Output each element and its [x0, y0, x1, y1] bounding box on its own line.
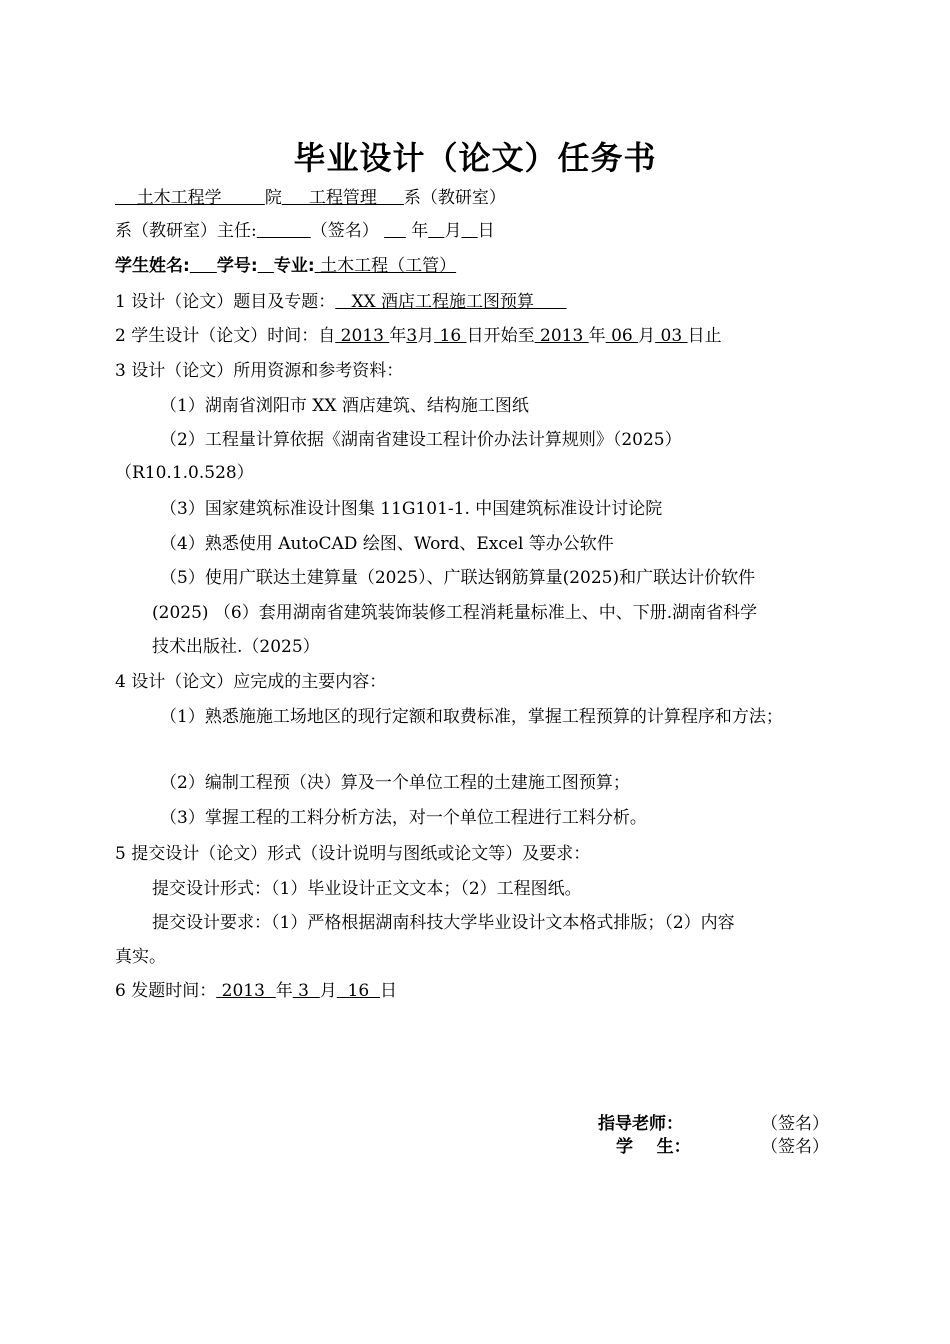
major-field: 土木工程（工管） — [314, 256, 457, 276]
reference-item: （5）使用广联达土建算量（2025）、广联达钢筋算量(2025)和广联达计价软件 — [160, 568, 756, 588]
end-year-char: 年 — [588, 326, 606, 346]
college-suffix: 院 — [264, 188, 282, 208]
content-item: （2）编制工程预（决）算及一个单位工程的土建施工图预算； — [160, 773, 630, 793]
section-1-label: 1 设计（论文）题目及专题： — [115, 292, 336, 312]
end-year: 2013 — [534, 326, 589, 346]
start-day: 16 — [434, 326, 467, 346]
month-char: 月 — [444, 221, 462, 241]
department-field: 工程管理 — [281, 188, 404, 208]
submission-form: 提交设计形式：（1）毕业设计正文文本；（2）工程图纸。 — [152, 879, 582, 899]
college-line — [115, 186, 506, 210]
reference-item: （2）工程量计算依据《湖南省建设工程计价办法计算规则》（2025） — [160, 430, 682, 450]
end-day: 03 — [655, 326, 688, 346]
reference-item: （4）熟悉使用 AutoCAD 绘图、Word、Excel 等办公软件 — [160, 534, 614, 554]
student-name-label: 学生姓名: — [115, 256, 190, 276]
college-field: 土木工程学 — [115, 188, 265, 208]
advisor-sign-note: （签名） — [761, 1114, 829, 1134]
director-label: 系（教研室）主任: — [115, 221, 257, 241]
start-year: 2013 — [335, 326, 390, 346]
submission-requirements-continued: 真实。 — [115, 947, 166, 967]
start-year-char: 年 — [389, 326, 407, 346]
reference-item-continued: 技术出版社.（2025） — [152, 637, 320, 657]
director-line — [115, 219, 495, 243]
section-4-label: 4 设计（论文）应完成的主要内容： — [115, 672, 387, 692]
thesis-topic-field: XX 酒店工程施工图预算 — [335, 292, 567, 312]
end-day-text: 日止 — [687, 326, 722, 346]
start-month-char: 月 — [417, 326, 435, 346]
end-month-char: 月 — [638, 326, 656, 346]
student-name-blank — [190, 256, 217, 276]
year-char: 年 — [411, 221, 429, 241]
student-sign-note: （签名） — [761, 1137, 829, 1157]
date-year-blank — [384, 221, 406, 241]
student-id-label: 学号: — [216, 256, 258, 276]
content-item: （3）掌握工程的工料分析方法，对一个单位工程进行工料分析。 — [160, 808, 647, 828]
student-info-line — [115, 254, 456, 278]
issue-year: 2013 — [216, 981, 276, 1001]
reference-item: (2025) （6）套用湖南省建筑装饰装修工程消耗量标准上、中、下册.湖南省科学 — [152, 603, 758, 623]
student-id-blank — [258, 256, 274, 276]
issue-month-char: 月 — [319, 981, 337, 1001]
issue-day: 16 — [336, 981, 380, 1001]
date-month-blank — [428, 221, 444, 241]
start-month: 3 — [406, 326, 418, 346]
issue-day-char: 日 — [380, 981, 397, 1001]
section-3-label: 3 设计（论文）所用资源和参考资料： — [115, 361, 404, 381]
reference-item: （3）国家建筑标准设计图集 11G101-1. 中国建筑标准设计讨论院 — [160, 499, 663, 519]
end-month: 06 — [605, 326, 639, 346]
content-item: （1）熟悉施施工场地区的现行定额和取费标准，掌握工程预算的计算程序和方法； — [160, 707, 783, 727]
reference-item-continued: （R10.1.0.528） — [115, 463, 254, 483]
department-suffix: 系（教研室） — [403, 188, 506, 208]
reference-item: （1）湖南省浏阳市 XX 酒店建筑、结构施工图纸 — [160, 396, 529, 416]
section-6-label: 6 发题时间： — [115, 981, 217, 1001]
section-1 — [115, 290, 566, 314]
section-2-label: 2 学生设计（论文）时间：自 — [115, 326, 336, 346]
section-2 — [115, 324, 722, 348]
start-day-text: 日开始至 — [466, 326, 535, 346]
advisor-label: 指导老师： — [598, 1114, 683, 1134]
student-sign-label: 学 生： — [616, 1137, 691, 1157]
issue-month: 3 — [292, 981, 320, 1001]
document-title: 毕业设计（论文）任务书 — [293, 139, 657, 177]
section-6 — [115, 979, 397, 1003]
section-5-label: 5 提交设计（论文）形式（设计说明与图纸或论文等）及要求： — [115, 844, 591, 864]
date-day-blank — [461, 221, 477, 241]
director-signature-blank — [257, 221, 311, 241]
director-sign-note: （签名） — [310, 221, 379, 241]
issue-year-char: 年 — [275, 981, 293, 1001]
day-char: 日 — [477, 221, 495, 241]
major-label: 专业: — [273, 256, 315, 276]
submission-requirements: 提交设计要求：（1）严格根据湖南科技大学毕业设计文本格式排版；（2）内容 — [152, 913, 735, 933]
